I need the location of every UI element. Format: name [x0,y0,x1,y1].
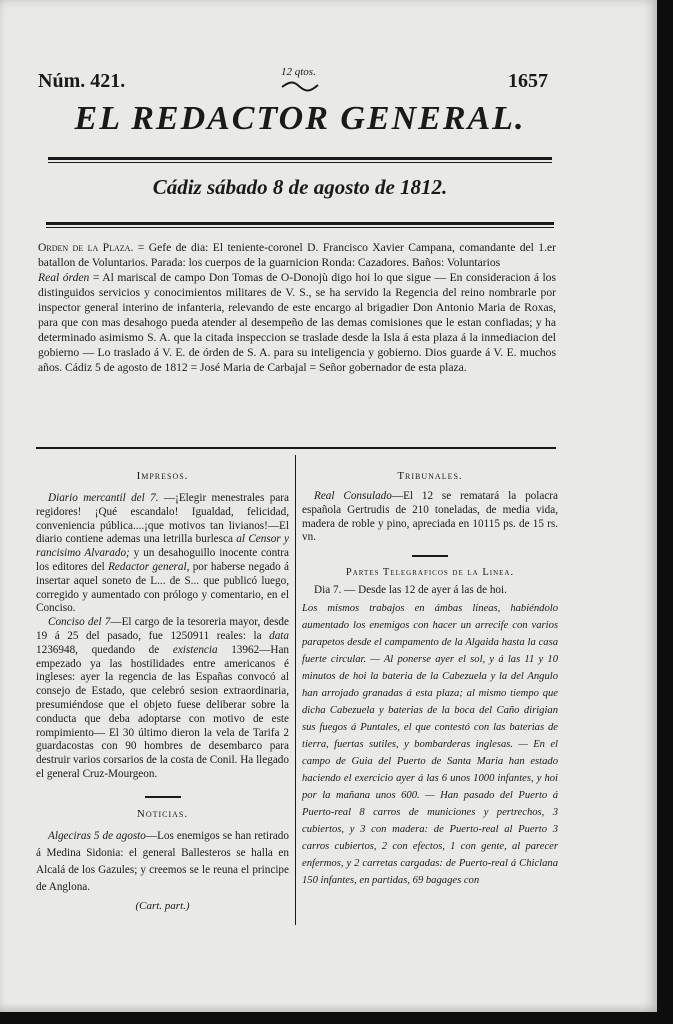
conciso-text-d: existencia [172,643,218,656]
column-divider [295,455,296,925]
signature: (Cart. part.) [135,899,190,912]
orden-label: Orden de la Plaza. [38,241,134,254]
issue-number: Núm. 421. [38,70,126,92]
dateline-rule-top [46,222,554,225]
page-number: 1657 [508,70,548,92]
ornament-divider-right [412,555,448,557]
diario-title: Diario mercantil del 7. [48,492,159,504]
diario-text-e: , por haberse negado á insertar aquel soneto de L... de S... que publicó luego, corregido y aumentado con prólogo y comentario, en el Conciso. [36,560,289,615]
conciso-paragraph [36,616,289,782]
section-divider [36,447,556,449]
real-consulado-text: —El 12 se rematará la polacra española Gertrudis de 210 toneladas, de media vida, madera de roble y pino, apreciada en 10115 ps. de 15 rs. vn. [302,490,558,544]
algeciras-paragraph [36,828,289,896]
masthead-title: EL REDACTOR GENERAL. [74,100,526,137]
right-column [302,470,558,889]
diario-text-d: Redactor general [108,560,187,573]
partes-heading: Partes Telegraficos de la Linea. [345,567,515,579]
conciso-text-e: 13962—Han empezado ya las hostilidades entre americanos é ingleses: ayer la regencia de las Españas convocó al consejo de Estado, que celebró sesion extraordinaria, presumiéndose que el objeto fuese deliberar sobre la conducta que deba adoptarse con motivo de este rompimiento— El 30 último dieron la vela de Tarifa 2 guardacostas con 90 hombres de desembarco para destruir varios corsarios de la costa de Conil. Ha llegado el general Cruz-Mourgeon. [36,643,290,780]
conciso-text-c: 1236948, quedando de [36,643,173,656]
orden-de-la-plaza [38,240,556,375]
diario-text-a: —¡Elegir menestrales para regidores! ¡Qué escandalo! Igualdad, felicidad, conveniencia pública....¡que motivos tan livianos!—El diario contiene ademas una letrilla burlesca [36,492,290,546]
diario-text-c: y un desahoguillo inocente contra los editores del [36,547,289,573]
diario-mercantil-paragraph [36,492,289,616]
tribunales-heading: Tribunales. [397,470,463,482]
diario-text-b: al Censor y rancisimo Alvarado; [36,533,289,560]
left-column [36,470,289,912]
conciso-text-b: data [269,629,289,642]
algeciras-text: —Los enemigos se han retirado á Medina Sidonia: el general Ballesteros se halla en Alcalá de los Gazules; y creemos se le reuna el principe de Anglona. [36,829,289,893]
real-consulado-paragraph [302,490,558,545]
algeciras-title: Algeciras 5 de agosto [48,829,146,842]
price: 12 qtos. [281,66,316,78]
dateline-rule-bottom [46,227,554,228]
masthead-rule-bottom [48,162,552,163]
conciso-text-a: —El cargo de la tesoreria mayor, desde 19 á 25 del pasado, fue 1250911 reales: la [36,616,289,642]
real-orden-text: = Al mariscal de campo Don Tomas de O-Donojù digo hoi lo que sigue — En consideracion á los distinguidos servicios y conocimientos militares de V. S., se ha servido la Regencia del reino nombrarle por inspector general interino de infanteria, relevando de este encargo al brigadier Don Antonio Maria de Roxas, para que con mas desahogo pueda atender al desempeño de las demas comisiones que le estan confiadas; y ha determinado asimismo S. A. que la citada inspeccion se traslade desde la Isla á esta plaza á la inmediacion del gobierno — Lo traslado á V. E. de órden de S. A. para su inteligencia y gobierno. Dios guarde á V. E. muchos años. Cádiz 5 de agosto de 1812 = José Maria de Carbajal = Señor gobernador de esta plaza. [38,271,556,374]
impresos-heading: Impresos. [136,470,189,482]
partes-text: Los mismos trabajos en ámbas lineas, habiéndolo aumentado los enemigos con hacer un arrecife con varios parapetos desde el campamento de la Algaida hasta la casa fuerte circular. — Al ponerse ayer el sol, y á las 11 y 10 minutos de hoi la bateria de la Cabezuela y la del Angulo han arrojado granadas á esta plaza; al mismo tiempo que dicha Cabezuela y baterias de la boca del Caño dirigian sus fuegos á Puntales, el que contestó con las baterias de tierra, fuertas sutiles, y bombarderas inglesas. — En el campo de Guia del Puerto de Santa Maria han estado haciendo el exercicio ayer á las 6 unos 1000 infantes, y hoi por la mañana unos 600. — Han pasado del Puerto á Puerto-real 8 carros de municiones y pertrechos, 3 cubiertos, y 3 con madera: de Puerto-real al Puerto 3 carros cubiertos, 2 con efectos, 1 con gente, al parecer enfermos, y 2 carretas cargadas: de Puerto-real á Chiclana 150 infantes, en partidas, 69 bagages con [302,602,558,886]
page-edge-bottom [0,1012,673,1024]
real-orden-label: Real órden [38,271,90,284]
masthead-rule-top [48,157,552,160]
orden-text: = Gefe de dia: El teniente-coronel D. Francisco Xavier Campana, comandante del 1.er batallon de Voluntarios. Parada: los cuerpos de la guarnicion Ronda: Cazadores. Baños: Voluntarios [38,241,556,269]
conciso-title: Conciso del 7 [48,616,111,629]
partes-intro: Dia 7. — Desde las 12 de ayer á las de hoi. [314,584,507,597]
dateline: Cádiz sábado 8 de agosto de 1812. [152,175,448,199]
noticias-heading: Noticias. [136,807,189,820]
ornament-divider [145,796,181,798]
ornament-swirl-icon [280,80,320,92]
real-consulado-title: Real Consulado [314,490,392,502]
page-edge-right [657,0,673,1024]
